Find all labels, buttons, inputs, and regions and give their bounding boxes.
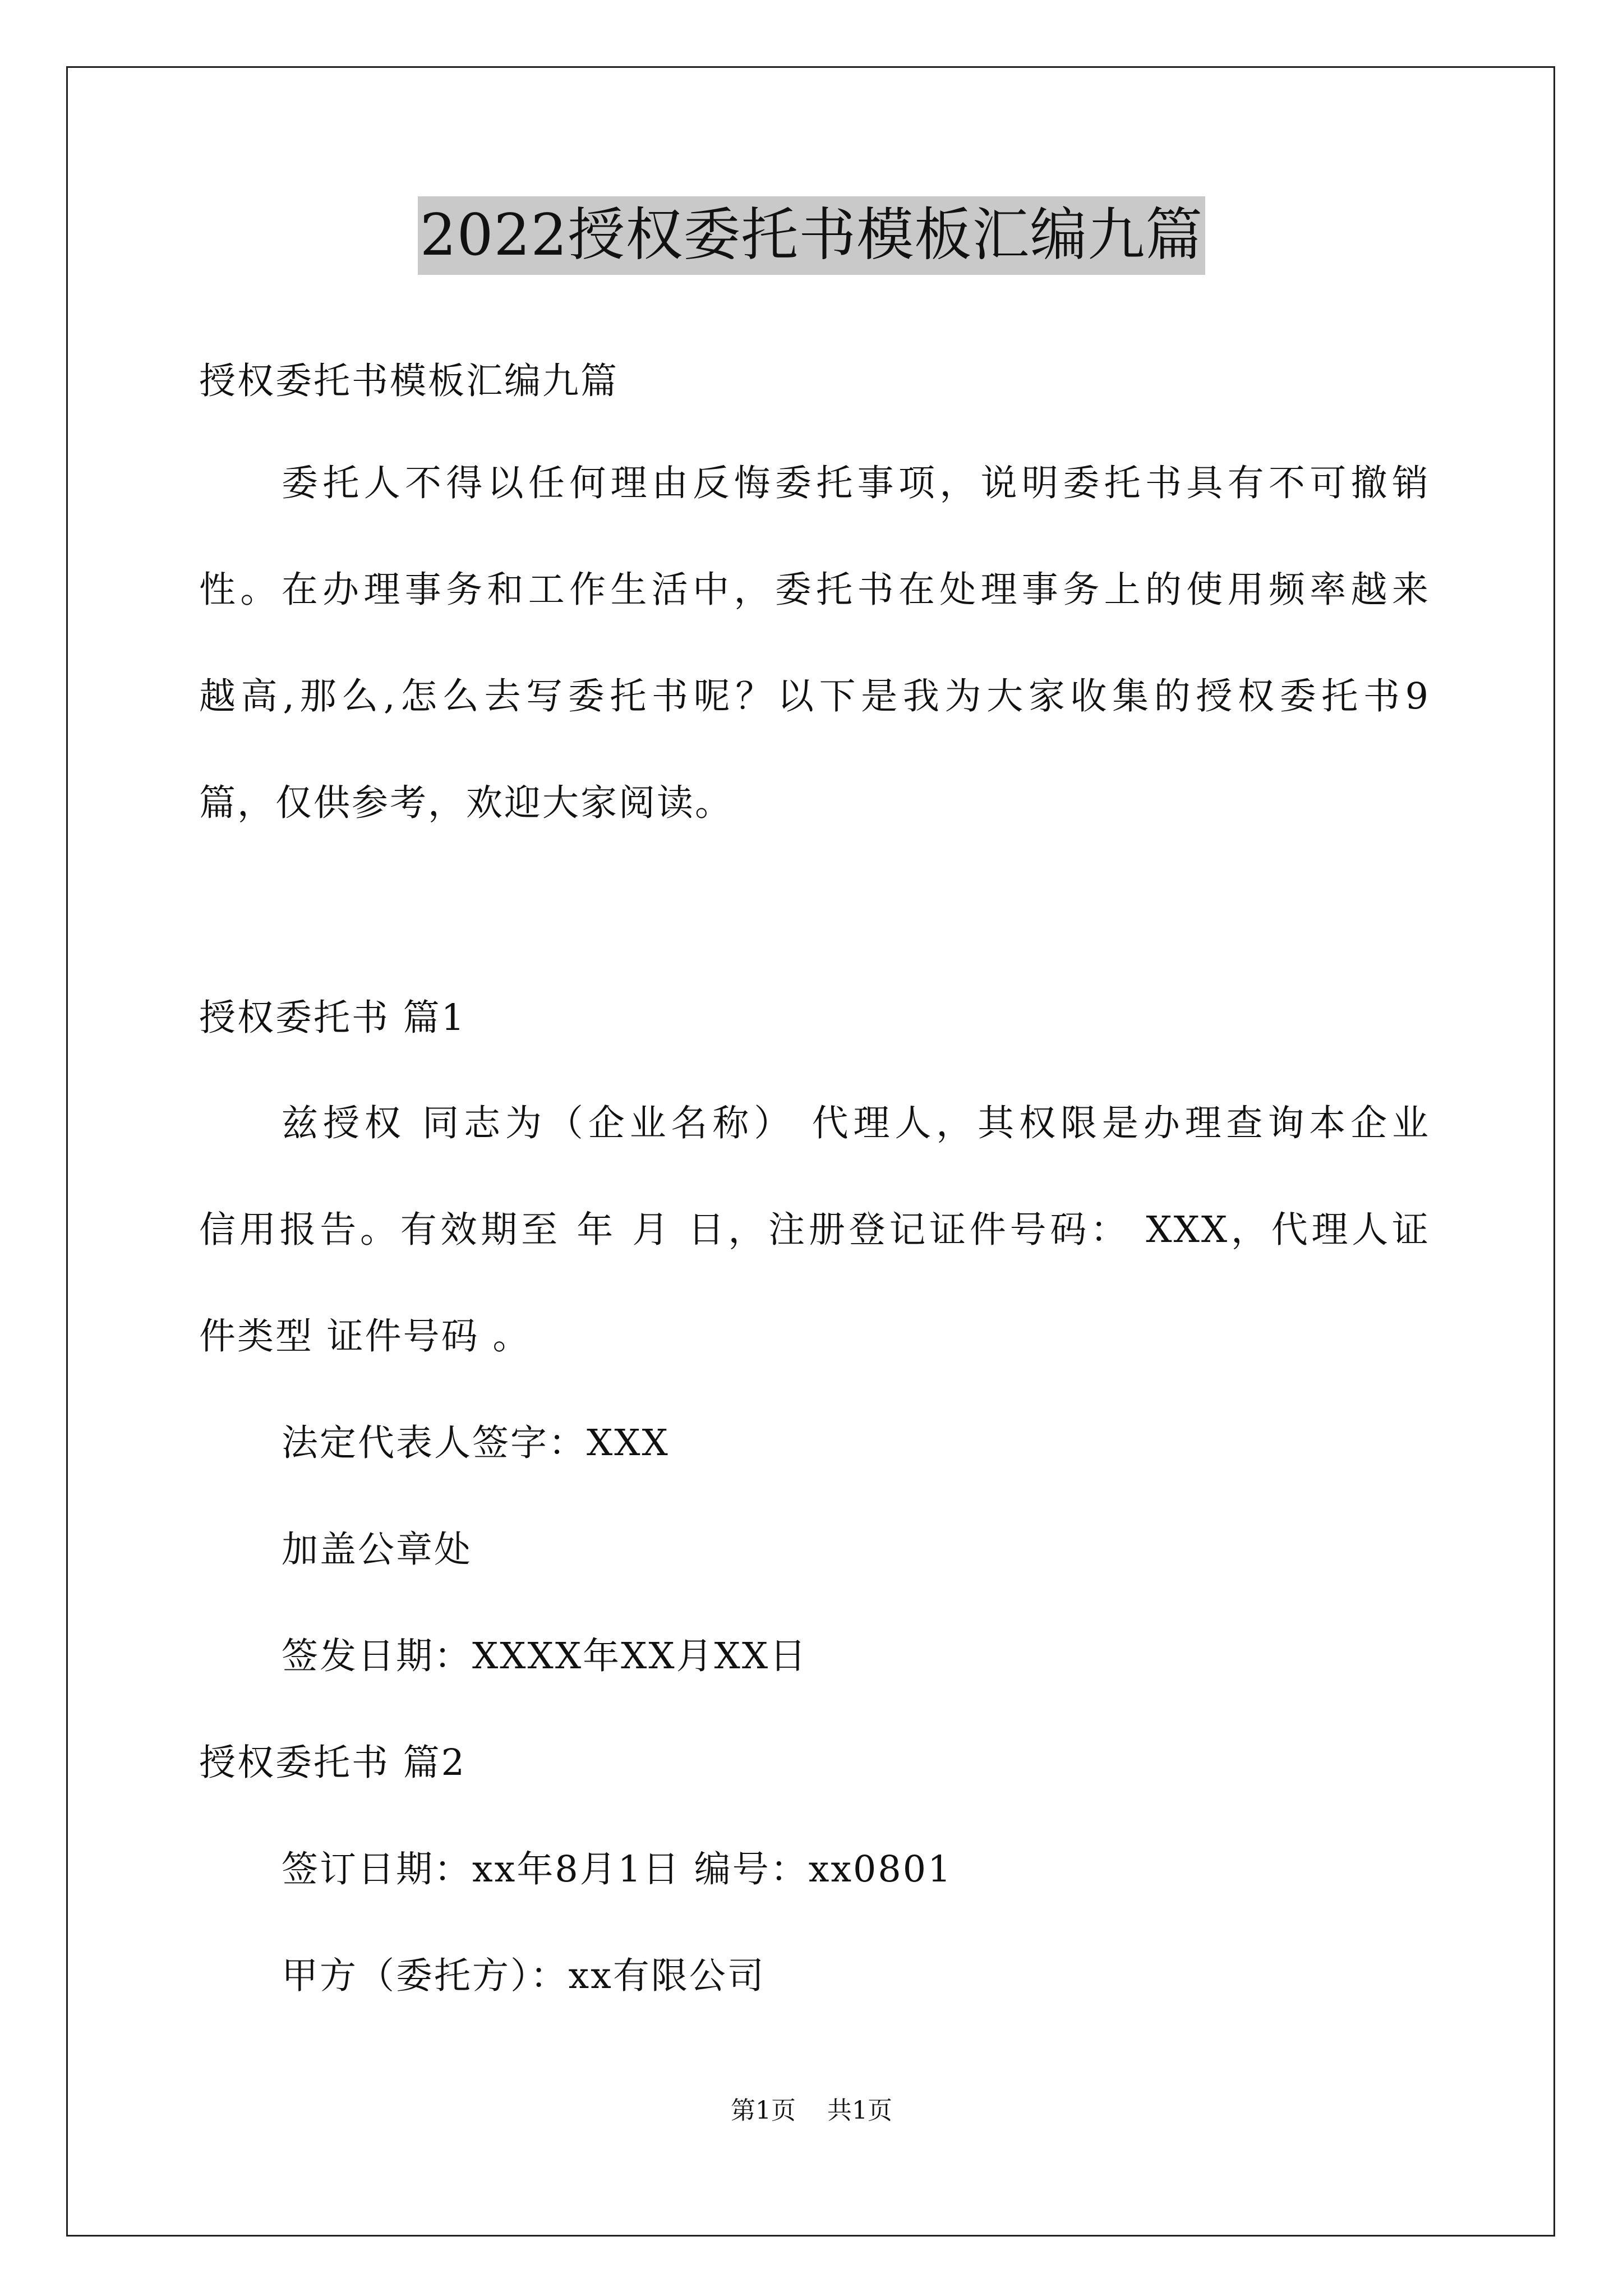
- section-1-line-1: 兹授权 同志为（企业名称） 代理人，其权限是办理查询本企业: [282, 1102, 1430, 1144]
- section-2-heading: 授权委托书 篇2: [199, 1742, 467, 1784]
- section-1-line-2: 信用报告。有效期至 年 月 日，注册登记证件号码： XXX，代理人证: [199, 1209, 1430, 1251]
- intro-line-1: 委托人不得以任何理由反悔委托事项，说明委托书具有不可撤销: [282, 462, 1430, 504]
- section-1-line-3: 件类型 证件号码 。: [199, 1315, 531, 1358]
- page-number-footer: 第1页 共1页: [731, 2096, 892, 2125]
- document-subtitle: 授权委托书模板汇编九篇: [199, 360, 619, 402]
- section-1-heading: 授权委托书 篇1: [199, 997, 467, 1039]
- intro-line-3: 越高,那么,怎么去写委托书呢？以下是我为大家收集的授权委托书9: [199, 675, 1430, 717]
- intro-line-4: 篇，仅供参考，欢迎大家阅读。: [199, 782, 734, 824]
- seal-line: 加盖公章处: [282, 1529, 473, 1571]
- signature-line: 法定代表人签字：XXX: [282, 1422, 670, 1464]
- section-2-sign-line: 签订日期：xx年8月1日 编号：xx0801: [282, 1848, 953, 1890]
- intro-line-2: 性。在办理事务和工作生活中，委托书在处理事务上的使用频率越来: [199, 569, 1430, 611]
- document-title: 2022授权委托书模板汇编九篇: [418, 196, 1206, 275]
- issue-date-line: 签发日期：XXXX年XX月XX日: [282, 1635, 808, 1677]
- title-container: [0, 196, 1623, 275]
- section-2-party-a: 甲方（委托方）：xx有限公司: [282, 1955, 766, 1997]
